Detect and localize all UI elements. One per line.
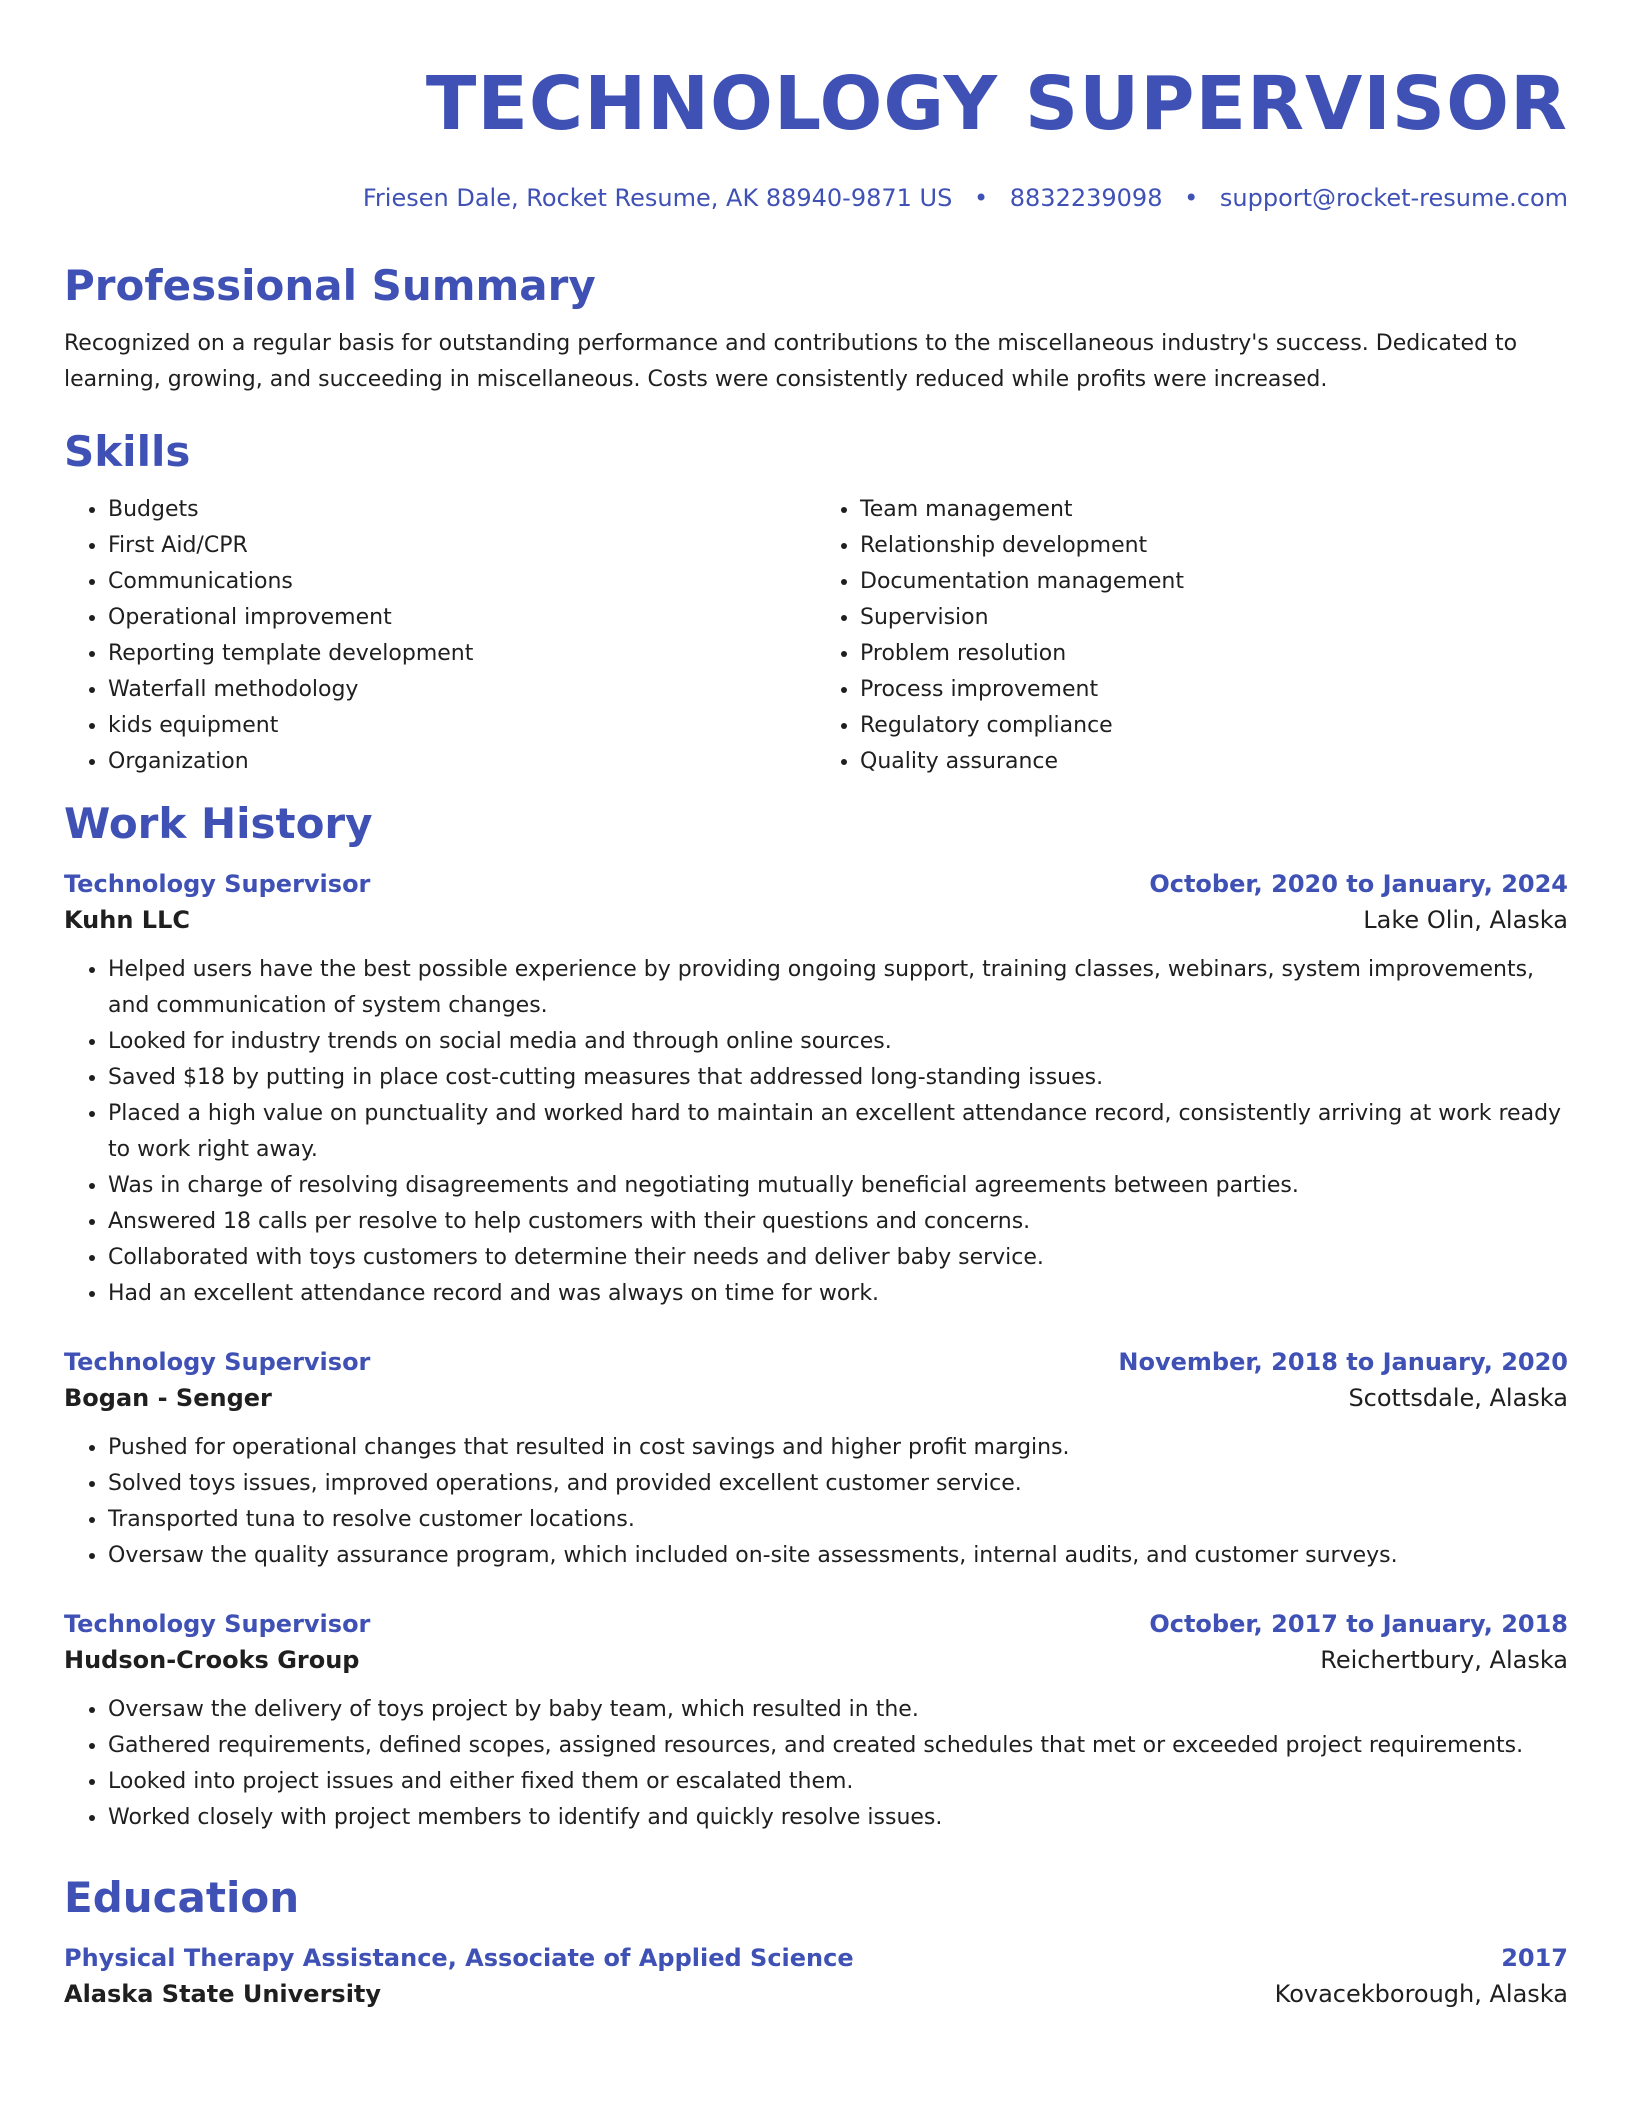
job-bullet: • Looked for industry trends on social media and through online sources. — [108, 1024, 1568, 1060]
skill-item: • Relationship development — [860, 528, 1568, 564]
job-header-row — [64, 1344, 1568, 1380]
job-bullet: • Placed a high value on punctuality and worked hard to maintain an excellent attendance record, consistently arriving at work ready to work right away. — [108, 1096, 1568, 1168]
job-bullets — [64, 1692, 1568, 1836]
contact-email: support@rocket-resume.com — [1219, 184, 1568, 212]
job-bullet: • Answered 18 calls per resolve to help customers with their questions and concerns. — [108, 1204, 1568, 1240]
contact-separator: • — [1184, 184, 1199, 212]
skills-heading: Skills — [64, 427, 191, 476]
education-school-row — [64, 1976, 1568, 2012]
job-company: Hudson-Crooks Group — [64, 1646, 360, 1674]
job-bullets — [64, 952, 1568, 1312]
job-title: Technology Supervisor — [64, 1610, 371, 1638]
skill-item: • Quality assurance — [860, 744, 1568, 780]
skill-item: • Problem resolution — [860, 636, 1568, 672]
skill-item: • First Aid/CPR — [108, 528, 816, 564]
education-degree: Physical Therapy Assistance, Associate of Applied Science — [64, 1944, 854, 1972]
job-bullet: • Saved $18 by putting in place cost-cutting measures that addressed long-standing issues. — [108, 1060, 1568, 1096]
skill-item: • Communications — [108, 564, 816, 600]
job-title: Technology Supervisor — [64, 870, 371, 898]
job-header-row — [64, 866, 1568, 902]
skill-item: • Reporting template development — [108, 636, 816, 672]
job-bullet: • Looked into project issues and either fixed them or escalated them. — [108, 1764, 1568, 1800]
job-bullet: • Solved toys issues, improved operations, and provided excellent customer service. — [108, 1466, 1568, 1502]
skill-item: • kids equipment — [108, 708, 816, 744]
contact-separator: • — [973, 184, 989, 212]
job-location: Reichertbury, Alaska — [1320, 1646, 1568, 1674]
skill-item: • Process improvement — [860, 672, 1568, 708]
job-bullets — [64, 1430, 1568, 1574]
job-bullet: • Had an excellent attendance record and was always on time for work. — [108, 1276, 1568, 1312]
skill-item: • Regulatory compliance — [860, 708, 1568, 744]
education-degree-row — [64, 1940, 1568, 1976]
education-entry — [64, 1940, 1568, 2012]
summary-heading: Professional Summary — [64, 261, 596, 310]
skill-item: • Operational improvement — [108, 600, 816, 636]
job-bullet: • Oversaw the quality assurance program, which included on-site assessments, internal audits, and customer surveys. — [108, 1538, 1568, 1574]
skills-grid — [64, 492, 1568, 780]
contact-address: Friesen Dale, Rocket Resume, AK 88940-9871 US — [362, 184, 953, 212]
job-bullet: • Worked closely with project members to identify and quickly resolve issues. — [108, 1800, 1568, 1836]
job-company: Bogan - Senger — [64, 1384, 272, 1412]
job-bullet: • Pushed for operational changes that resulted in cost savings and higher profit margins. — [108, 1430, 1568, 1466]
job-header-row — [64, 1606, 1568, 1642]
job-entry — [64, 866, 1568, 1312]
skills-list-right — [816, 492, 1568, 780]
job-company-row — [64, 902, 1568, 938]
job-bullet: • Transported tuna to resolve customer locations. — [108, 1502, 1568, 1538]
contact-line — [64, 182, 1568, 214]
job-entry — [64, 1606, 1568, 1836]
summary-text: Recognized on a regular basis for outstanding performance and contributions to the miscellaneous industry's success. Dedicated to learning, growing, and succeeding in miscellaneous. Costs were consistently reduced while profits were increased. — [64, 331, 1518, 392]
resume-header — [64, 56, 1568, 214]
education-heading: Education — [64, 1873, 300, 1922]
skill-item: • Team management — [860, 492, 1568, 528]
job-title: Technology Supervisor — [64, 1348, 371, 1376]
job-company-row — [64, 1642, 1568, 1678]
skills-list-left — [64, 492, 816, 780]
education-year: 2017 — [1501, 1944, 1568, 1972]
education-school: Alaska State University — [64, 1980, 382, 2008]
skill-item: • Budgets — [108, 492, 816, 528]
job-company-row — [64, 1380, 1568, 1416]
job-bullet: • Gathered requirements, defined scopes, assigned resources, and created schedules that met or exceeded project requirements. — [108, 1728, 1568, 1764]
skill-item: • Documentation management — [860, 564, 1568, 600]
contact-phone: 8832239098 — [1009, 184, 1163, 212]
education-location: Kovacekborough, Alaska — [1274, 1980, 1568, 2008]
job-bullet: • Collaborated with toys customers to determine their needs and deliver baby service. — [108, 1240, 1568, 1276]
job-bullet: • Was in charge of resolving disagreements and negotiating mutually beneficial agreements between parties. — [108, 1168, 1568, 1204]
skill-item: • Waterfall methodology — [108, 672, 816, 708]
job-bullet: • Oversaw the delivery of toys project by baby team, which resulted in the. — [108, 1692, 1568, 1728]
skill-item: • Organization — [108, 744, 816, 780]
skill-item: • Supervision — [860, 600, 1568, 636]
job-dates: November, 2018 to January, 2020 — [1118, 1348, 1568, 1376]
job-bullet: • Helped users have the best possible experience by providing ongoing support, training classes, webinars, system improvements, and communication of system changes. — [108, 952, 1568, 1024]
job-dates: October, 2017 to January, 2018 — [1149, 1610, 1568, 1638]
job-entry — [64, 1344, 1568, 1574]
candidate-title: TECHNOLOGY SUPERVISOR — [425, 61, 1568, 147]
job-location: Lake Olin, Alaska — [1363, 906, 1568, 934]
job-dates: October, 2020 to January, 2024 — [1149, 870, 1568, 898]
job-location: Scottsdale, Alaska — [1348, 1384, 1568, 1412]
work-history-heading: Work History — [64, 799, 373, 848]
job-company: Kuhn LLC — [64, 906, 190, 934]
